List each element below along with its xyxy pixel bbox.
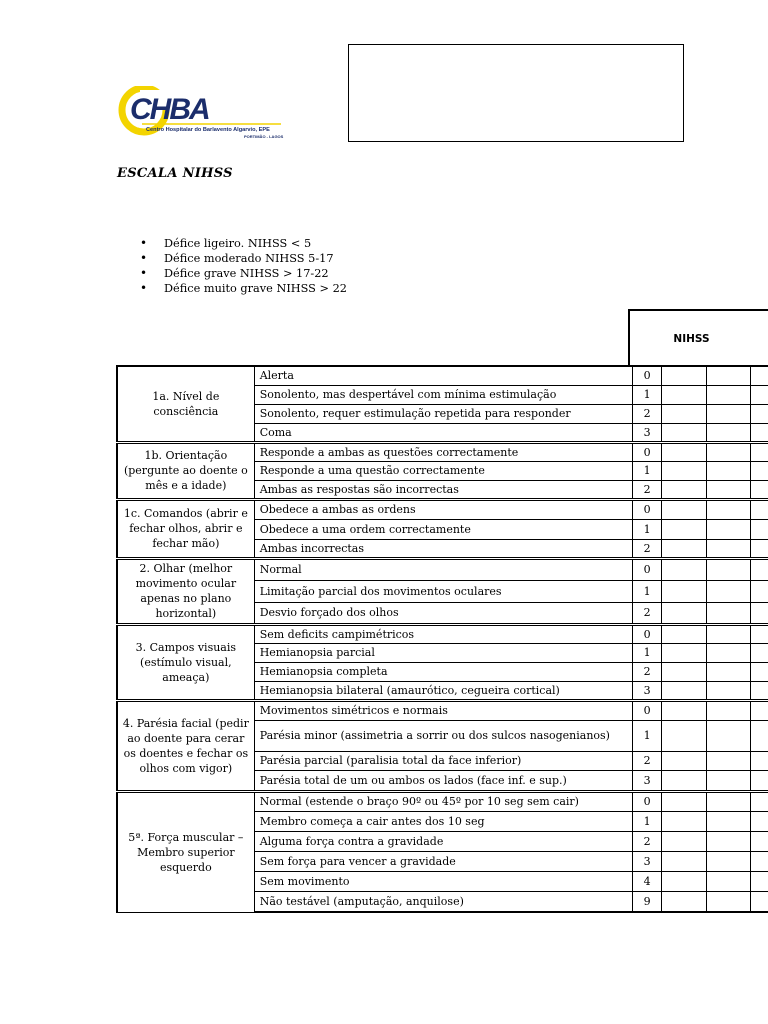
score-entry-cell[interactable] xyxy=(706,423,751,442)
item-score: 2 xyxy=(633,404,662,423)
table-row xyxy=(117,366,768,385)
score-entry-cell[interactable] xyxy=(706,643,751,662)
item-description: Parésia total de um ou ambos os lados (face inf. e sup.) xyxy=(254,770,633,791)
score-entry-cell[interactable] xyxy=(661,480,706,499)
score-entry-cell[interactable] xyxy=(661,811,706,831)
score-entry-cell[interactable] xyxy=(706,871,751,891)
item-score: 1 xyxy=(633,461,662,480)
item-score: 1 xyxy=(633,580,662,602)
score-entry-cell[interactable] xyxy=(751,423,768,442)
score-entry-cell[interactable] xyxy=(751,558,768,580)
item-description: Obedece a ambas as ordens xyxy=(254,499,633,519)
score-entry-cell[interactable] xyxy=(751,366,768,385)
item-description: Sem deficits campimétricos xyxy=(254,624,633,643)
score-entry-cell[interactable] xyxy=(661,831,706,851)
score-entry-cell[interactable] xyxy=(661,558,706,580)
item-score: 3 xyxy=(633,681,662,700)
item-score: 2 xyxy=(633,602,662,624)
item-score: 0 xyxy=(633,499,662,519)
nihss-table xyxy=(116,365,768,913)
item-description: Parésia parcial (paralisia total da face inferior) xyxy=(254,751,633,770)
score-entry-cell[interactable] xyxy=(706,558,751,580)
item-score: 3 xyxy=(633,770,662,791)
score-entry-cell[interactable] xyxy=(661,662,706,681)
score-entry-cell[interactable] xyxy=(661,461,706,480)
item-category: 1c. Comandos (abrir e fechar olhos, abrir e fechar mão) xyxy=(117,499,254,558)
item-description: Responde a uma questão correctamente xyxy=(254,461,633,480)
item-score: 0 xyxy=(633,624,662,643)
item-description: Alerta xyxy=(254,366,633,385)
item-description: Movimentos simétricos e normais xyxy=(254,700,633,720)
item-description: Obedece a uma ordem correctamente xyxy=(254,519,633,539)
score-entry-cell[interactable] xyxy=(706,681,751,700)
score-entry-cell[interactable] xyxy=(751,461,768,480)
score-entry-cell[interactable] xyxy=(751,851,768,871)
table-row xyxy=(117,558,768,580)
item-score: 3 xyxy=(633,851,662,871)
score-entry-cell[interactable] xyxy=(661,580,706,602)
item-description: Não testável (amputação, anquilose) xyxy=(254,891,633,912)
score-entry-cell[interactable] xyxy=(706,580,751,602)
score-entry-cell[interactable] xyxy=(706,624,751,643)
score-entry-cell[interactable] xyxy=(706,499,751,519)
score-entry-cell[interactable] xyxy=(706,404,751,423)
item-score: 1 xyxy=(633,811,662,831)
score-entry-cell[interactable] xyxy=(706,539,751,558)
score-entry-cell[interactable] xyxy=(706,385,751,404)
severity-item: • Défice moderado NIHSS 5-17 xyxy=(140,251,347,266)
score-entry-cell[interactable] xyxy=(751,385,768,404)
score-entry-cell[interactable] xyxy=(751,681,768,700)
score-entry-cell[interactable] xyxy=(661,404,706,423)
score-entry-cell[interactable] xyxy=(751,720,768,751)
item-category: 5ª. Força muscular – Membro superior esquerdo xyxy=(117,791,254,912)
score-entry-cell[interactable] xyxy=(751,662,768,681)
item-score: 0 xyxy=(633,558,662,580)
score-entry-cell[interactable] xyxy=(706,770,751,791)
item-category: 4. Parésia facial (pedir ao doente para cerar os doentes e fechar os olhos com vigor) xyxy=(117,700,254,791)
score-entry-cell[interactable] xyxy=(751,811,768,831)
item-score: 0 xyxy=(633,442,662,461)
score-entry-cell[interactable] xyxy=(751,519,768,539)
score-entry-cell[interactable] xyxy=(751,751,768,770)
item-score: 3 xyxy=(633,423,662,442)
score-entry-cell[interactable] xyxy=(661,519,706,539)
item-description: Sonolento, requer estimulação repetida para responder xyxy=(254,404,633,423)
item-description: Membro começa a cair antes dos 10 seg xyxy=(254,811,633,831)
score-entry-cell[interactable] xyxy=(751,480,768,499)
score-entry-cell[interactable] xyxy=(661,770,706,791)
nihss-table-container xyxy=(116,365,768,913)
item-description: Parésia minor (assimetria a sorrir ou dos sulcos nasogenianos) xyxy=(254,720,633,751)
score-entry-cell[interactable] xyxy=(706,480,751,499)
score-entry-cell[interactable] xyxy=(661,851,706,871)
item-score: 2 xyxy=(633,539,662,558)
score-entry-cell[interactable] xyxy=(661,366,706,385)
item-description: Hemianopsia completa xyxy=(254,662,633,681)
item-category: 1a. Nível de consciência xyxy=(117,366,254,442)
item-description: Normal xyxy=(254,558,633,580)
score-entry-cell[interactable] xyxy=(706,519,751,539)
score-entry-cell[interactable] xyxy=(751,871,768,891)
item-description: Alguma força contra a gravidade xyxy=(254,831,633,851)
item-description: Sem movimento xyxy=(254,871,633,891)
table-row xyxy=(117,624,768,643)
table-row xyxy=(117,442,768,461)
score-entry-cell[interactable] xyxy=(751,891,768,912)
item-score: 0 xyxy=(633,366,662,385)
item-description: Ambas as respostas são incorrectas xyxy=(254,480,633,499)
logo-wordmark: CHBA xyxy=(130,93,209,126)
score-entry-cell[interactable] xyxy=(706,751,751,770)
score-entry-cell[interactable] xyxy=(661,423,706,442)
item-score: 1 xyxy=(633,385,662,404)
score-entry-cell[interactable] xyxy=(751,404,768,423)
score-entry-cell[interactable] xyxy=(751,499,768,519)
item-description: Hemianopsia bilateral (amaurótico, cegueira cortical) xyxy=(254,681,633,700)
score-entry-cell[interactable] xyxy=(661,499,706,519)
item-category: 2. Olhar (melhor movimento ocular apenas no plano horizontal) xyxy=(117,558,254,624)
table-row xyxy=(117,700,768,720)
score-entry-cell[interactable] xyxy=(751,700,768,720)
score-entry-cell[interactable] xyxy=(706,461,751,480)
item-score: 1 xyxy=(633,519,662,539)
score-entry-cell[interactable] xyxy=(706,831,751,851)
logo-location: PORTIMÃO - LAGOS xyxy=(244,134,284,139)
score-entry-cell[interactable] xyxy=(706,720,751,751)
severity-item: • Défice muito grave NIHSS > 22 xyxy=(140,281,347,296)
item-score: 1 xyxy=(633,643,662,662)
score-entry-cell[interactable] xyxy=(751,442,768,461)
item-description: Limitação parcial dos movimentos oculares xyxy=(254,580,633,602)
item-score: 1 xyxy=(633,720,662,751)
score-entry-cell[interactable] xyxy=(661,624,706,643)
score-entry-cell[interactable] xyxy=(706,811,751,831)
item-description: Hemianopsia parcial xyxy=(254,643,633,662)
score-entry-cell[interactable] xyxy=(661,681,706,700)
score-entry-cell[interactable] xyxy=(661,643,706,662)
score-entry-cell[interactable] xyxy=(751,602,768,624)
nihss-column-header: NIHSS xyxy=(628,309,768,367)
score-entry-cell[interactable] xyxy=(661,791,706,811)
severity-item: • Défice grave NIHSS > 17-22 xyxy=(140,266,347,281)
score-entry-cell[interactable] xyxy=(706,851,751,871)
page-title: ESCALA NIHSS xyxy=(117,166,233,181)
score-entry-cell[interactable] xyxy=(661,871,706,891)
score-entry-cell[interactable] xyxy=(706,366,751,385)
score-entry-cell[interactable] xyxy=(706,791,751,811)
score-entry-cell[interactable] xyxy=(751,791,768,811)
item-score: 4 xyxy=(633,871,662,891)
patient-label-box xyxy=(348,44,684,142)
score-entry-cell[interactable] xyxy=(661,442,706,461)
item-score: 0 xyxy=(633,700,662,720)
score-entry-cell[interactable] xyxy=(706,700,751,720)
score-entry-cell[interactable] xyxy=(751,624,768,643)
item-category: 3. Campos visuais (estímulo visual, ameaça) xyxy=(117,624,254,700)
item-description: Responde a ambas as questões correctamente xyxy=(254,442,633,461)
item-score: 2 xyxy=(633,662,662,681)
score-entry-cell[interactable] xyxy=(706,442,751,461)
score-entry-cell[interactable] xyxy=(751,539,768,558)
logo-subtitle: Centro Hospitalar do Barlavento Algarvio, EPE xyxy=(146,127,270,133)
score-entry-cell[interactable] xyxy=(661,751,706,770)
score-entry-cell[interactable] xyxy=(661,602,706,624)
chba-logo xyxy=(116,86,286,142)
table-row xyxy=(117,791,768,811)
score-entry-cell[interactable] xyxy=(751,770,768,791)
table-row xyxy=(117,499,768,519)
item-category: 1b. Orientação (pergunte ao doente o mês e a idade) xyxy=(117,442,254,499)
item-description: Coma xyxy=(254,423,633,442)
score-entry-cell[interactable] xyxy=(661,539,706,558)
score-entry-cell[interactable] xyxy=(706,662,751,681)
score-entry-cell[interactable] xyxy=(706,891,751,912)
item-score: 9 xyxy=(633,891,662,912)
severity-list xyxy=(140,236,347,296)
score-entry-cell[interactable] xyxy=(751,831,768,851)
score-entry-cell[interactable] xyxy=(661,700,706,720)
score-entry-cell[interactable] xyxy=(661,385,706,404)
score-entry-cell[interactable] xyxy=(661,720,706,751)
item-score: 0 xyxy=(633,791,662,811)
item-description: Ambas incorrectas xyxy=(254,539,633,558)
score-entry-cell[interactable] xyxy=(751,580,768,602)
item-score: 2 xyxy=(633,480,662,499)
score-entry-cell[interactable] xyxy=(751,643,768,662)
score-entry-cell[interactable] xyxy=(706,602,751,624)
item-description: Sem força para vencer a gravidade xyxy=(254,851,633,871)
item-score: 2 xyxy=(633,751,662,770)
item-description: Desvio forçado dos olhos xyxy=(254,602,633,624)
item-description: Sonolento, mas despertável com mínima estimulação xyxy=(254,385,633,404)
severity-item: • Défice ligeiro. NIHSS < 5 xyxy=(140,236,347,251)
item-description: Normal (estende o braço 90º ou 45º por 10 seg sem cair) xyxy=(254,791,633,811)
score-entry-cell[interactable] xyxy=(661,891,706,912)
item-score: 2 xyxy=(633,831,662,851)
